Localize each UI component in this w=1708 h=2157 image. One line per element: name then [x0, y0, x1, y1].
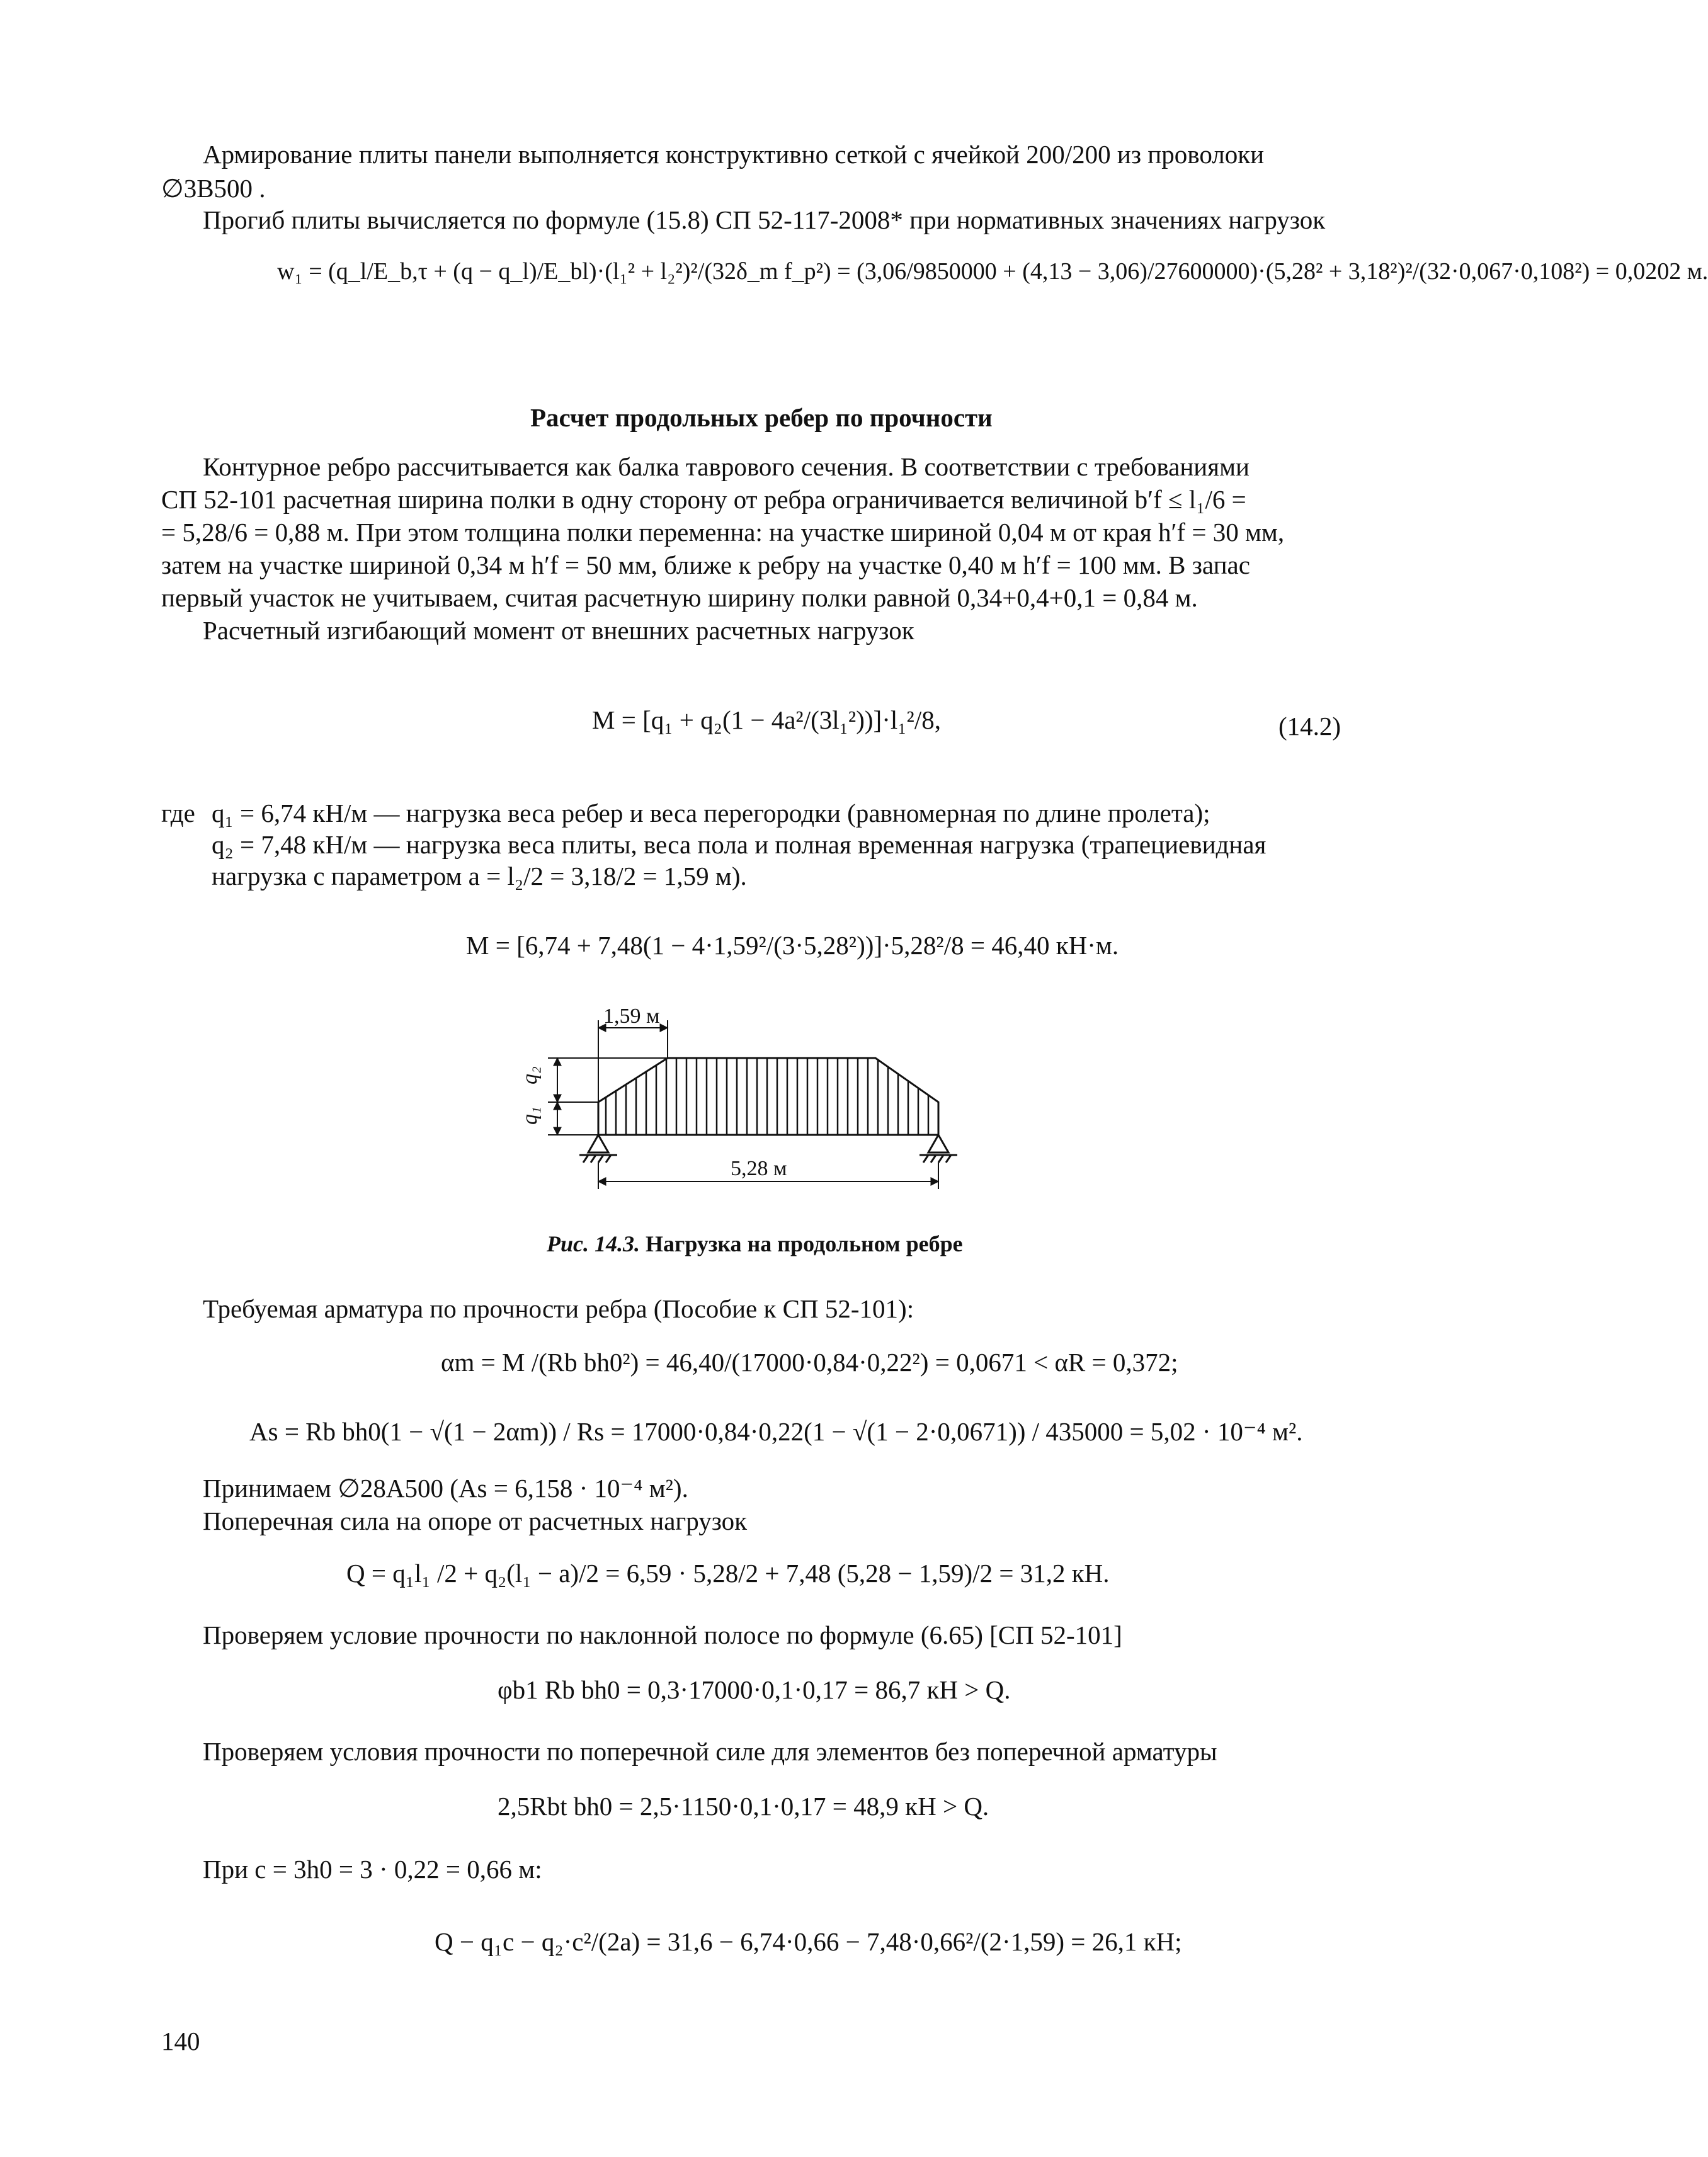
equation-as: As = Rb bh0(1 − √(1 − 2αm)) / Rs = 17000·0,84·0,22(1 − √(1 − 2·0,0671)) / 435000 = 5,02 · 10⁻⁴ м². [249, 1417, 1303, 1446]
load-diagram-figure [498, 1001, 995, 1197]
where-q1: q₁ = 6,74 кН/м — нагрузка веса ребер и веса перегородки (равномерная по длине пролета); [212, 799, 1210, 828]
equation-deflection: w₁ = (q_l/E_b,τ + (q − q_l)/E_bl)·(l₁² + l₂²)²/(32δ_m f_p²) = (3,06/9850000 + (4,13 − 3,06)/27600000)·(5,28² + 3,18²)²/(32·0,067·0,108²) = 0,0202 м. [277, 258, 1708, 285]
equation-number: (14.2) [1278, 712, 1341, 741]
load-hatching [606, 1058, 928, 1135]
figure-caption-text: Нагрузка на продольном ребре [646, 1231, 963, 1256]
equation-inclined-strip: φb1 Rb bh0 = 0,3·17000·0,1·0,17 = 86,7 кН > Q. [498, 1675, 1011, 1704]
dimension-bottom-label: 5,28 м [731, 1157, 787, 1180]
q1-label: q₁ [518, 1107, 542, 1125]
figure-caption [547, 1231, 963, 1257]
dimension-top-label: 1,59 м [603, 1005, 660, 1028]
where-label: где [161, 799, 195, 828]
equation-q-check: Q − q₁c − q₂·c²/(2a) = 31,6 − 6,74·0,66 − 7,48·0,66²/(2·1,59) = 26,1 кН; [435, 1927, 1182, 1956]
paragraph-moment-intro: Расчетный изгибающий момент от внешних расчетных нагрузок [203, 616, 914, 645]
q2-label: q₂ [518, 1066, 542, 1084]
paragraph-reinforcement: Армирование плиты панели выполняется конструктивно сеткой с ячейкой 200/200 из проволоки [203, 140, 1265, 169]
paragraph-deflection: Прогиб плиты вычисляется по формуле (15.8) СП 52-117-2008* при нормативных значениях нагрузок [203, 205, 1326, 234]
paragraph-shear-intro: Поперечная сила на опоре от расчетных нагрузок [203, 1506, 748, 1535]
left-support-icon [579, 1135, 617, 1163]
paragraph-inclined-strip: Проверяем условие прочности по наклонной полосе по формуле (6.65) [СП 52-101] [203, 1620, 1122, 1649]
paragraph-no-stirrups: Проверяем условия прочности по поперечной силе для элементов без поперечной арматуры [203, 1737, 1217, 1766]
page-number: 140 [161, 2027, 200, 2056]
equation-alpha-m: αm = M /(Rb bh0²) = 46,40/(17000·0,84·0,22²) = 0,0671 < αR = 0,372; [441, 1348, 1178, 1377]
equation-shear: Q = q₁l₁ /2 + q₂(l₁ − a)/2 = 6,59 · 5,28/2 + 7,48 (5,28 − 1,59)/2 = 31,2 кН. [346, 1559, 1110, 1588]
equation-moment-value: M = [6,74 + 7,48(1 − 4·1,59²/(3·5,28²))]·5,28²/8 = 46,40 кН·м. [466, 931, 1119, 960]
figure-caption-number: Рис. 14.3. [547, 1231, 640, 1256]
dimension-top [598, 1020, 668, 1102]
section-heading: Расчет продольных ребер по прочности [530, 403, 993, 432]
paragraph-flange-1: Контурное ребро рассчитывается как балка таврового сечения. В соответствии с требованиями [203, 452, 1250, 481]
paragraph-flange-3: = 5,28/6 = 0,88 м. При этом толщина полки переменна: на участке шириной 0,04 м от края h′f = 30 мм, [161, 518, 1285, 547]
paragraph-flange-5: первый участок не учитываем, считая расчетную ширину полки равной 0,34+0,4+0,1 = 0,84 м. [161, 583, 1198, 612]
where-q2-cont: нагрузка с параметром a = l₂/2 = 3,18/2 = 1,59 м). [212, 862, 747, 891]
paragraph-reinforcement-req: Требуемая арматура по прочности ребра (Пособие к СП 52-101): [203, 1294, 914, 1323]
where-q2: q₂ = 7,48 кН/м — нагрузка веса плиты, веса пола и полная временная нагрузка (трапециевидная [212, 830, 1267, 859]
paragraph-flange-2: СП 52-101 расчетная ширина полки в одну сторону от ребра ограничивается величиной b′f ≤ l₁/6 = [161, 485, 1246, 514]
right-support-icon [919, 1135, 957, 1163]
paragraph-reinforcement-cont: ∅3В500 . [161, 174, 266, 203]
equation-moment-general: M = [q₁ + q₂(1 − 4a²/(3l₁²))]·l₁²/8, [592, 705, 941, 734]
paragraph-c-value: При c = 3h0 = 3 · 0,22 = 0,66 м: [203, 1855, 542, 1884]
paragraph-accept: Принимаем ∅28А500 (As = 6,158 · 10⁻⁴ м²). [203, 1474, 688, 1503]
paragraph-flange-4: затем на участке шириной 0,34 м h′f = 50 мм, ближе к ребру на участке 0,40 м h′f = 100 мм. В запас [161, 550, 1250, 579]
equation-no-stirrups: 2,5Rbt bh0 = 2,5·1150·0,1·0,17 = 48,9 кН > Q. [498, 1792, 989, 1821]
